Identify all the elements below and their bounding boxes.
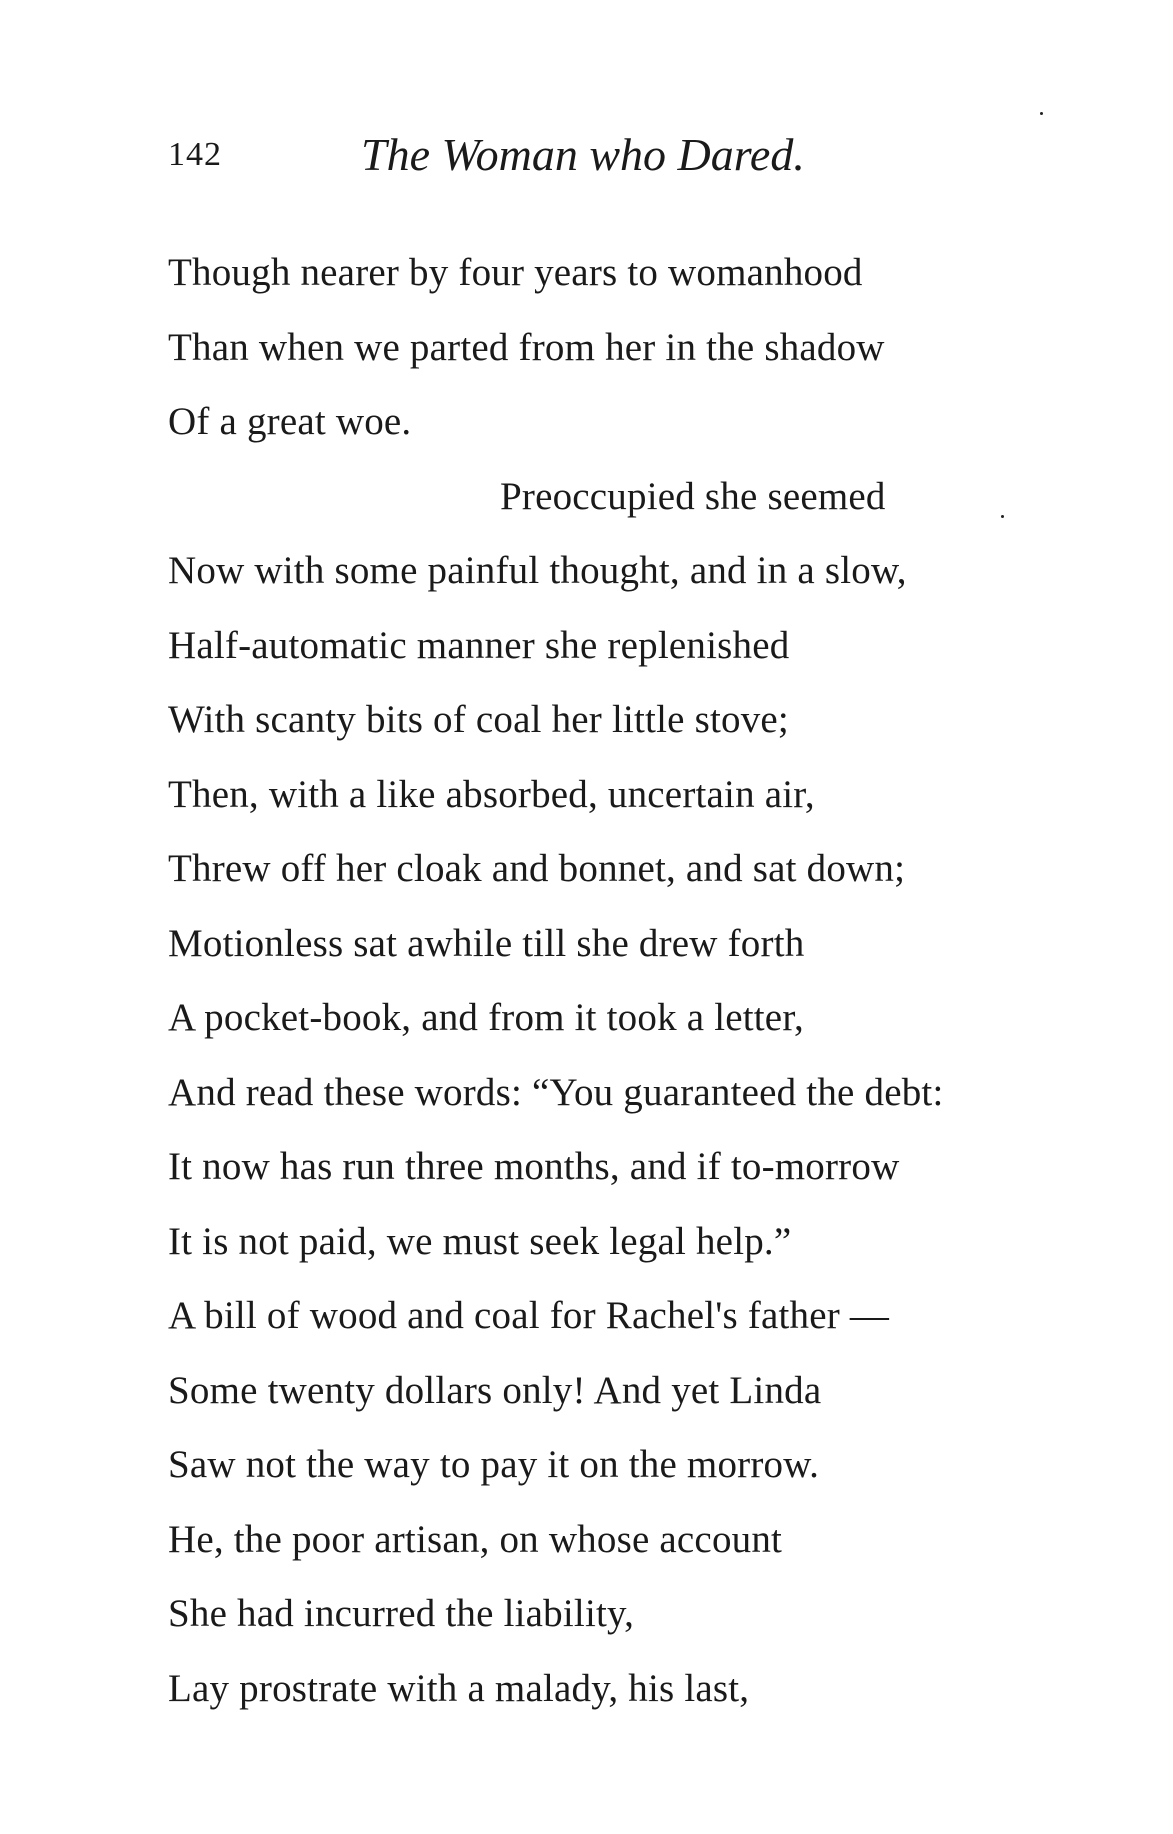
running-head — [168, 128, 948, 188]
poem-line: Of a great woe. — [168, 400, 412, 443]
poem-line: Some twenty dollars only! And yet Linda — [168, 1368, 822, 1412]
poem-line: Than when we parted from her in the shadow — [168, 325, 885, 369]
poem-line: Then, with a like absorbed, uncertain air, — [168, 772, 815, 816]
poem-line: It now has run three months, and if to-morrow — [168, 1145, 900, 1188]
ink-speck — [1040, 112, 1043, 115]
poem-line: Saw not the way to pay it on the morrow. — [168, 1443, 820, 1486]
poem-line: Half-automatic manner she replenished — [168, 623, 790, 667]
poem-line-indented: Preoccupied she seemed — [500, 474, 886, 518]
page-number: 142 — [168, 136, 222, 173]
poem-line: Motionless sat awhile till she drew forth — [168, 921, 805, 965]
poem-line: She had incurred the liability, — [168, 1592, 635, 1635]
running-title: The Woman who Dared. — [361, 129, 805, 180]
poem-line: Lay prostrate with a malady, his last, — [168, 1666, 750, 1710]
poem-line: With scanty bits of coal her little stove; — [168, 698, 789, 741]
poem-line: Threw off her cloak and bonnet, and sat down; — [168, 847, 906, 890]
poem-line: A bill of wood and coal for Rachel's father — — [168, 1294, 890, 1337]
poem-line: A pocket-book, and from it took a letter, — [168, 996, 804, 1039]
poem-line: Though nearer by four years to womanhood — [168, 251, 863, 294]
poem-text — [168, 236, 1128, 1726]
poem-line: He, the poor artisan, on whose account — [168, 1517, 783, 1561]
poem-line: Now with some painful thought, and in a slow, — [168, 549, 907, 592]
poem-line: And read these words: “You guaranteed the debt: — [168, 1070, 944, 1114]
poem-line: It is not paid, we must seek legal help.” — [168, 1219, 792, 1263]
